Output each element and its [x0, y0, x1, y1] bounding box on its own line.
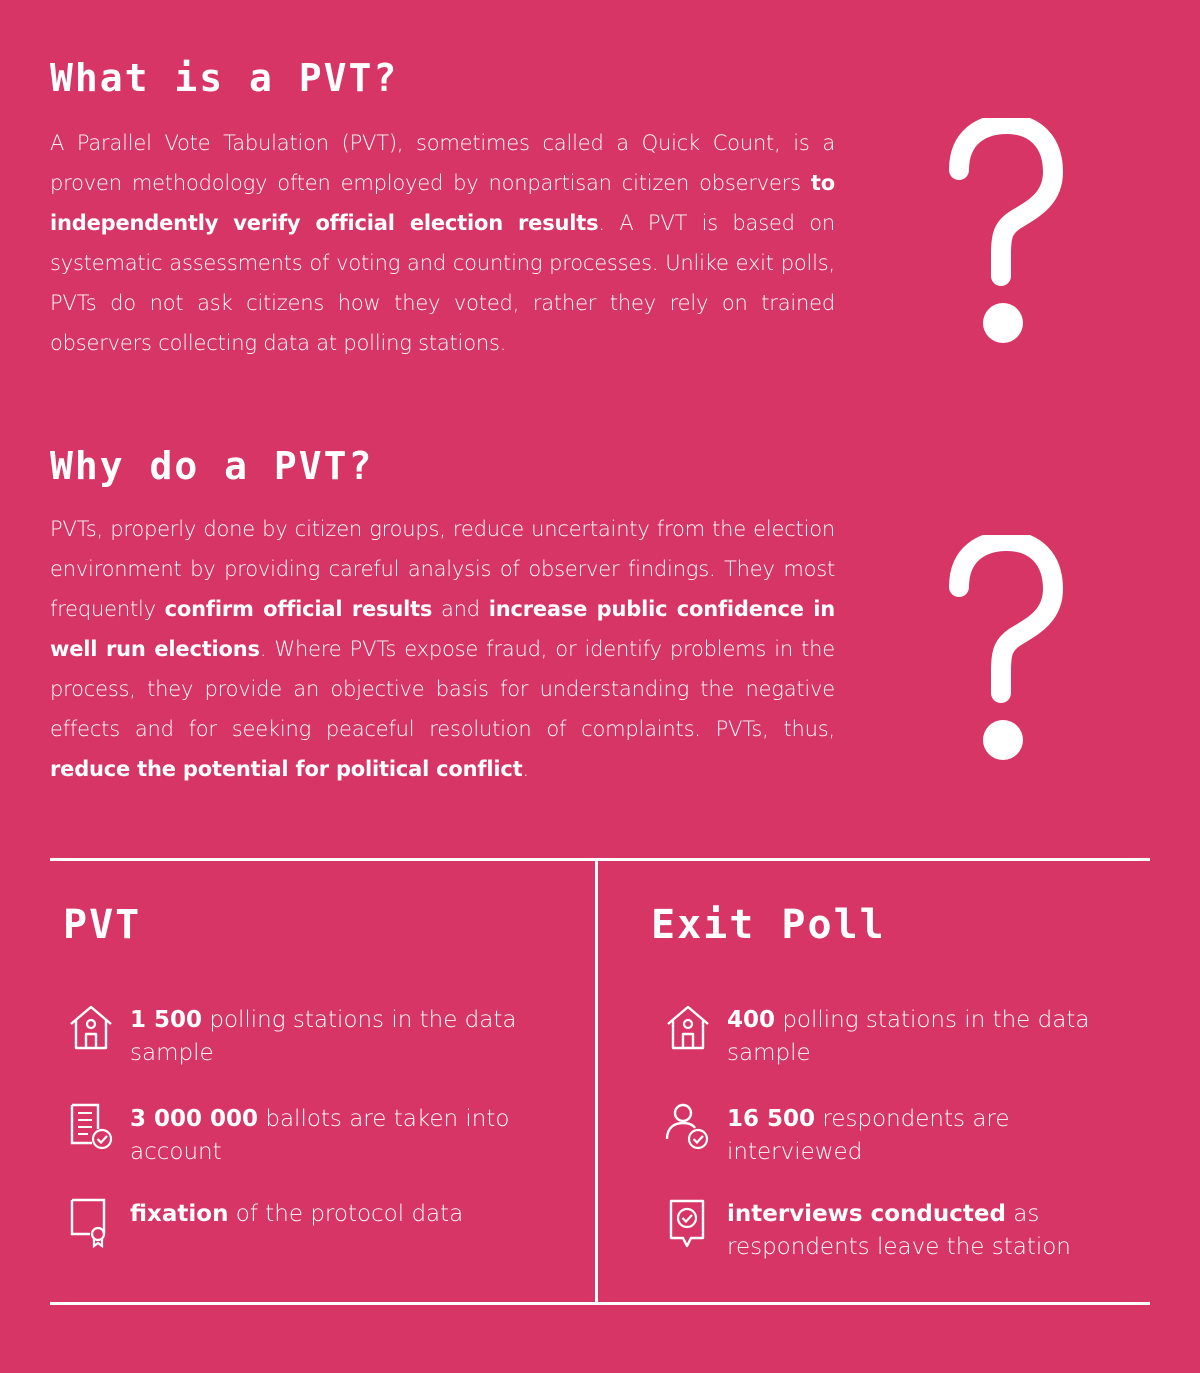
item-value: fixation	[130, 1201, 229, 1227]
exit-poll-column-title: Exit Poll	[651, 902, 886, 948]
paragraph-highlight: to independently verify official election results	[50, 171, 835, 235]
item-text: polling stations in the data sample	[130, 1007, 517, 1066]
paragraph-text: . A PVT is based on systematic assessments of voting and counting processes. Unlike exit polls, PVTs do not ask citizens how they voted, rather they rely on trained observers collecting data at polling stations.	[50, 211, 835, 355]
paragraph-text: .	[522, 757, 529, 781]
item-text: as respondents leave the station	[727, 1201, 1071, 1260]
item-value: interviews conducted	[727, 1201, 1006, 1227]
item-value: 400	[727, 1007, 776, 1033]
section-title-what: What is a PVT?	[50, 56, 399, 100]
paragraph-text: . Where PVTs expose fraud, or identify problems in the process, they provide an objective basis for understanding the negative effects and for seeking peaceful resolution of complaints. PVTs, thus,	[50, 637, 835, 741]
pvt-column-title: PVT	[63, 902, 142, 948]
item-text: of the protocol data	[228, 1201, 464, 1227]
certificate-icon	[68, 1198, 114, 1248]
divider-top	[50, 858, 1150, 861]
item-value: 3 000 000	[130, 1106, 259, 1132]
person-check-icon	[665, 1103, 711, 1153]
document-check-icon	[68, 1103, 114, 1153]
item-text: respondents are interviewed	[727, 1106, 1010, 1165]
paragraph-highlight: increase public confidence in well run elections	[50, 597, 836, 661]
section-paragraph-what	[50, 123, 835, 363]
question-mark-icon	[945, 118, 1075, 348]
paragraph-text: PVTs, properly done by citizen groups, reduce uncertainty from the election environment by providing careful analysis of observer findings. They most frequently	[50, 517, 835, 621]
item-value: 1 500	[130, 1007, 203, 1033]
section-title-why: Why do a PVT?	[50, 444, 374, 488]
house-icon	[665, 1004, 711, 1054]
paragraph-text: and	[432, 597, 489, 621]
item-text: polling stations in the data sample	[727, 1007, 1090, 1066]
paragraph-text: A Parallel Vote Tabulation (PVT), sometimes called a Quick Count, is a proven methodology often employed by nonpartisan citizen observers	[50, 131, 835, 195]
divider-vertical	[595, 860, 598, 1302]
house-icon	[68, 1004, 114, 1054]
paragraph-highlight: confirm official results	[164, 597, 433, 621]
item-value: 16 500	[727, 1106, 816, 1132]
divider-bottom	[50, 1302, 1150, 1305]
item-text: ballots are taken into account	[130, 1106, 510, 1165]
paragraph-highlight: reduce the potential for political conflict	[50, 757, 523, 781]
ballot-check-icon	[665, 1198, 711, 1248]
section-paragraph-why	[50, 509, 835, 789]
question-mark-icon	[945, 535, 1075, 765]
